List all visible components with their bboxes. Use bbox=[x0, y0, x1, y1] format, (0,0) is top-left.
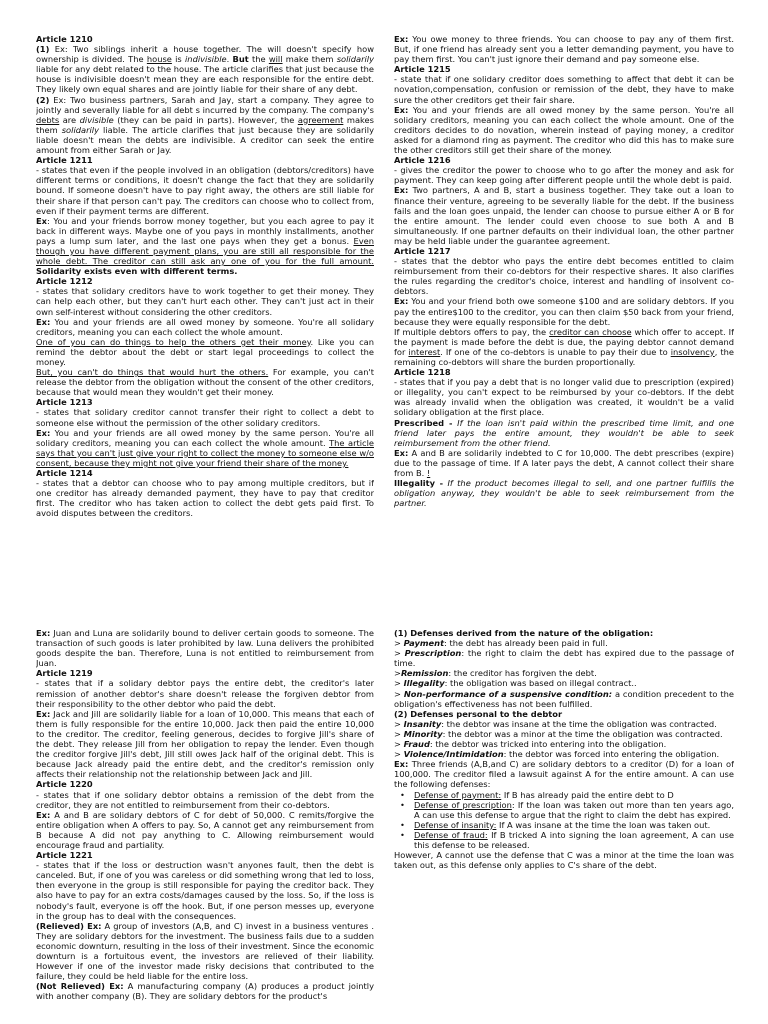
defense-minority: > Minority: the debtor was a minor at the time the obligation was contracted. bbox=[394, 728, 723, 739]
article-1221-text: - states that if the loss or destruction wasn't anyones fault, then the debt is canceled. But, if one of you was careless or did something wrong that led to loss, then everyone in the group is still responsible for paying the creditor back. They also have to pay for an extra costs/damages caused by the loss. So, if the loss is nobody's fault, everyone is off the hook. But, if one person messes up, everyone in the group has to deal with the consequences. bbox=[36, 860, 374, 921]
article-1217-text: - states that the debtor who pays the entire debt becomes entitled to claim reimbursement from their co-debtors for their respective shares. It also clarifies the rules regarding the creditor's choice, interest and handling of insolvent co-debtors. bbox=[394, 256, 734, 297]
defenses-nature-heading: (1) Defenses derived from the nature of the obligation: bbox=[394, 628, 654, 638]
list-item: • Defense of payment: If B has already paid the entire debt to D bbox=[394, 790, 734, 800]
defenses-example: Ex: Three friends (A,B,and C) are solidary debtors to a creditor (D) for a loan of 100,000. The creditor filed a lawsuit against A for the entire amount. A can use the following defenses: bbox=[394, 759, 734, 790]
defenses-personal-heading: (2) Defenses personal to the debtor bbox=[394, 708, 563, 719]
article-1218-example: Ex: A and B are solidarily indebted to C for 10,000. The debt prescribes (expire) due to the passage of time. If A later pays the debt, A cannot collect their share from B. ! bbox=[394, 447, 734, 479]
article-1216-text: - gives the creditor the power to choose who to go after the money and ask for payment. They can keep going after different people until the whole debt is paid. bbox=[394, 165, 734, 186]
article-1218-illegality: Illegality - If the product becomes illegal to sell, and one partner fulfills the obligation anyway, they wouldn't be able to seek reimbursement from the partner. bbox=[394, 478, 734, 509]
defense-prescription: > Prescription: the right to claim the debt has expired due to the passage of time. bbox=[394, 648, 734, 669]
article-1216-heading: Article 1216 bbox=[394, 155, 451, 166]
article-1211-text: - states that even if the people involved in an obligation (debtors/creditors) have different terms or conditions, it doesn't change the fact that they are solidarily bound. If someone doesn't have to pay right away, the others are still liable for their share if that person can't pay. The creditors can choose who to collect from, even if their payment terms are different. bbox=[36, 165, 374, 216]
article-1215-heading: Article 1215 bbox=[394, 64, 451, 75]
list-item: • Defense of insanity: If A was insane at the time the loan was taken out. bbox=[394, 820, 734, 830]
defenses-closing-note: However, A cannot use the defense that C was a minor at the time the loan was taken out, as this defense only applies to C's share of the debt. bbox=[394, 850, 734, 871]
article-1211-heading: Article 1211 bbox=[36, 155, 93, 166]
article-1219-heading: Article 1219 bbox=[36, 668, 93, 679]
article-1220-text: - states that if one solidary debtor obtains a remission of the debt from the creditor, they are not entitled to reimbursement from their co-debtors. bbox=[36, 789, 374, 810]
article-1213-heading: Article 1213 bbox=[36, 397, 93, 408]
article-1210-example-1: (1) Ex: Two siblings inherit a house together. The will doesn't specify how ownership is divided. The house is indivisible. But the will make them solidarily liable for any debt related to the house. The article clarifies that just because the house is indivisible doesn't mean they are each responsible for the entire debt. They likely own equal shares and are jointly liable for their share of any debt. bbox=[36, 44, 374, 95]
column-bottom-left bbox=[36, 628, 374, 1024]
article-1217-multiple-debtors: If multiple debtors offers to pay, the creditor can choose which offer to accept. If the payment is made before the debt is due, the paying debtor cannot demand for interest. If one of the co-debtors is unable to pay their due to insolvency, the remaining co-debtors will share the burden proportionally. bbox=[394, 326, 734, 367]
article-1215-text: - state that if one solidary creditor does something to affect that debt it can be novation,compensation, confusion or remission of the debt, they have to make sure the other creditors get their fair share. bbox=[394, 74, 734, 105]
article-1213-example: Ex: You and your friends are all owed money by the same person. You're all solidary creditors, meaning you can each collect the whole amount. The article says that you can't just give your right to collect the money to someone else w/o consent, because they might not give your friend their share of the money. bbox=[36, 427, 374, 468]
article-1217-heading: Article 1217 bbox=[394, 245, 451, 256]
article-1217-example: Ex: You and your friend both owe someone $100 and are solidary debtors. If you pay the entire$100 to the creditor, you can then claim $50 back from your friend, because they were equally responsible for the debt. bbox=[394, 296, 734, 327]
defense-violence: > Violence/Intimidation: the debtor was forced into entering the obligation. bbox=[394, 749, 720, 760]
article-1219-text: - states that if a solidary debtor pays the entire debt, the creditor's later remission of another debtor's share doesn't release the forgiven debtor from their responsibility to the other debtor who paid the debt. bbox=[36, 678, 374, 709]
defenses-list bbox=[394, 790, 734, 851]
column-bottom-right bbox=[394, 628, 734, 928]
article-1210-example-2: (2) Ex: Two business partners, Sarah and Jay, start a company. They agree to jointly and severally liable for all debt s incurred by the company. The company's debts are divisible (they can be paid in parts). However, the agreement makes them solidarily liable. The article clarifies that just because they are solidarily liable doesn't mean the debts are indivisible. A creditor can seek the entire amount from either Sarah or Jay. bbox=[36, 94, 374, 156]
article-1218-illegality-example: Ex: Juan and Luna are solidarily bound to deliver certain goods to someone. The transaction of such goods is later prohibited by law. Luna delivers the prohibited goods despite the ban. Therefore, Luna is not entitled to reimbursement from Juan. bbox=[36, 628, 374, 669]
article-1213-text: - states that solidary creditor cannot transfer their right to collect a debt to someone else without the permission of the other solidary creditors. bbox=[36, 407, 374, 428]
article-1211-example: Ex: You and your friends borrow money together, but you each agree to pay it back in different ways. Maybe one of you pays in monthly installments, another pays a lump sum later, and the last one pays when they get a bonus. Even though you have different payment plans, you are still all responsible for the whole debt. The creditor can still ask any one of you for the full amount. Solidarity exists even with different terms. bbox=[36, 215, 374, 277]
list-item: • Defense of fraud: If B tricked A into signing the loan agreement, A can use this defense to be released. bbox=[394, 830, 734, 850]
article-1214-heading: Article 1214 bbox=[36, 468, 93, 479]
article-1219-example: Ex: Jack and Jill are solidarily liable for a loan of 10,000. This means that each of them is fully responsible for the entire 10,000. Jack then paid the entire 10,000 to the creditor. The creditor, feeling generous, decides to forgive Jill's share of the debt. They release Jill from her obligation to repay the lender. Even though the creditor forgive Jill's debt, Jill still owes Jack half of the original debt. This is because Jack already paid the entire debt, and the creditor's remission only affects their relationship not the relationship between Jack and Jill. bbox=[36, 708, 374, 780]
defense-remission: >Remission: the creditor has forgiven the debt. bbox=[394, 668, 597, 679]
article-1214-example: Ex: You owe money to three friends. You can choose to pay any of them first. But, if one friend has already sent you a letter demanding payment, you have to pay them first. You can't just ignore their demand and pay someone else. bbox=[394, 34, 734, 65]
list-item: • Defense of prescription: If the loan was taken out more than ten years ago, A can use this defense to argue that the right to claim the debt has expired. bbox=[394, 800, 734, 820]
article-1212-text: - states that solidary creditors have to work together to get their money. They can help each other, but they can't hurt each other. They can't just act in their own self-interest without considering the other creditors. bbox=[36, 286, 374, 317]
article-1212-hurt-note: But, you can't do things that would hurt the others. For example, you can't release the debtor from the obligation without the consent of the other creditors, because that would mean they wouldn't get their money. bbox=[36, 367, 374, 398]
column-top-right bbox=[394, 34, 734, 546]
defense-payment: > Payment: the debt has already been paid in full. bbox=[394, 638, 608, 649]
article-1221-relieved-example: (Relieved) Ex: A group of investors (A,B, and C) invest in a business ventures . They are solidary debtors for the investment. The business fails due to a sudden economic downturn, resulting in the loss of their investment. Since the economic downturn is a fortuitous event, the investors are relieved of their liability. However if one of the investor made risky decisions that contributed to the failure, they could be held liable for the entire loss. bbox=[36, 920, 374, 982]
article-1220-heading: Article 1220 bbox=[36, 779, 93, 790]
article-1216-example: Ex: Two partners, A and B, start a business together. They take out a loan to finance their venture, agreeing to be severally liable for the debt. If the business fails and the loan goes unpaid, the lender can choose to pursue either A or B for the entire amount. The lender could even choose to sue both A and B simultaneously. If one partner defaults on their individual loan, the other partner may be held liable under the guarantee agreement. bbox=[394, 185, 734, 246]
defense-fraud: > Fraud: the debtor was tricked into entering into the obligation. bbox=[394, 739, 667, 750]
article-1218-prescribed: Prescribed - If the loan isn't paid within the prescribed time limit, and one friend later pays the entire amount, they wouldn't be able to seek reimbursement from the other friend. bbox=[394, 417, 734, 448]
article-1221-heading: Article 1221 bbox=[36, 850, 93, 861]
article-1210-heading: Article 1210 bbox=[36, 34, 93, 44]
column-top-left bbox=[36, 34, 374, 546]
article-1214-text: - states that a debtor can choose who to pay among multiple creditors, but if one creditor has already demanded payment, they have to pay that creditor first. The creditor who has taken action to collect the debt gets paid first. To avoid disputes between the creditors. bbox=[36, 478, 374, 519]
article-1212-example: Ex: You and your friends are all owed money by someone. You're all solidary creditors, meaning you can each collect the whole amount. bbox=[36, 316, 374, 337]
defense-illegality: > Illegality: the obligation was based on illegal contract.. bbox=[394, 678, 637, 689]
article-1218-heading: Article 1218 bbox=[394, 367, 451, 378]
article-1212-help-note: One of you can do things to help the others get their money. Like you can remind the debtor about the debt or start legal proceedings to collect the money. bbox=[36, 336, 374, 367]
article-1212-heading: Article 1212 bbox=[36, 276, 93, 287]
defense-insanity: > Insanity: the debtor was insane at the time the obligation was contracted. bbox=[394, 718, 717, 729]
article-1218-text: - states that if you pay a debt that is no longer valid due to prescription (expired) or illegality, you can't expect to be reimbursed by your co-debtors. If the debt was already invalid when the obligation was created, it wouldn't be a valid solidary obligation at the first place. bbox=[394, 377, 734, 418]
article-1220-example: Ex: A and B are solidary debtors of C for debt of 50,000. C remits/forgive the entire obligation when A offers to pay. So, A cannot get any reimbursement from B because A did not pay anything to C. Allowing reimbursement would encourage fraud and partiality. bbox=[36, 809, 374, 850]
article-1221-not-relieved-example: (Not Relieved) Ex: A manufacturing company (A) produces a product jointly with another company (B). They are solidary debtors for the product's bbox=[36, 981, 374, 1002]
article-1215-example: Ex: You and your friends are all owed money by the same person. You're all solidary creditors, meaning you can each collect the whole amount. One of the creditors decides to do novation, wherein instead of paying money, a creditor asked for a diamond ring as payment. The creditor who did this has to make sure the other creditors still get their share of the money. bbox=[394, 104, 734, 156]
defense-suspensive-condition: > Non-performance of a suspensive condition: a condition precedent to the obligation's effectiveness has not been fulfilled. bbox=[394, 688, 734, 709]
